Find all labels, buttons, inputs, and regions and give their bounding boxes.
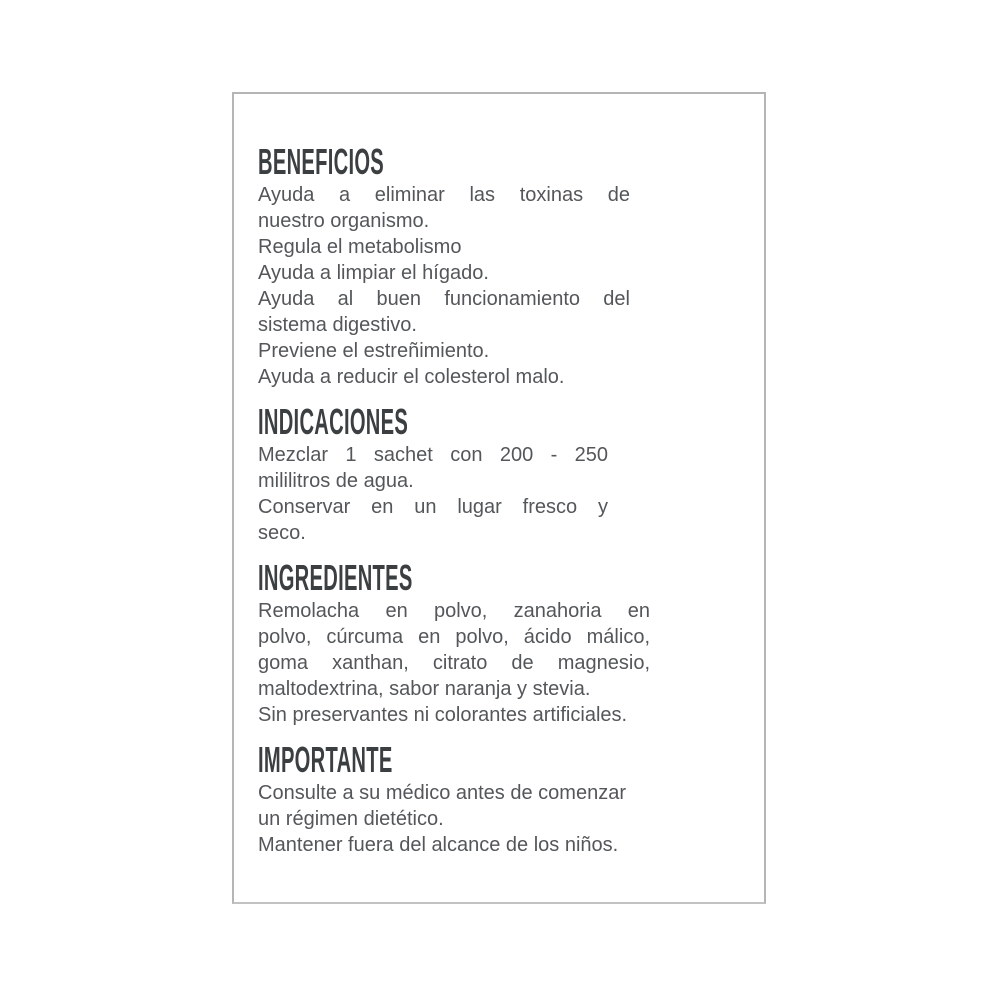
section-heading-text: INDICACIONES (258, 401, 409, 442)
label-line: seco. (258, 522, 306, 544)
label-line: Regula el metabolismo (258, 236, 462, 258)
section-heading-text: BENEFICIOS (258, 141, 385, 182)
label-line: sistema digestivo. (258, 314, 417, 336)
section-body-indicaciones (258, 442, 608, 546)
label-line: Previene el estreñimiento. (258, 340, 490, 362)
label-line: nuestro organismo. (258, 210, 430, 232)
label-line: maltodextrina, sabor naranja y stevia. (258, 678, 591, 700)
section-heading-text: INGREDIENTES (258, 557, 413, 598)
section-heading-ingredientes (258, 557, 764, 598)
section-heading-importante (258, 739, 764, 780)
label-line: goma xanthan, citrato de magnesio, (258, 652, 650, 674)
label-line: Ayuda a eliminar las toxinas de (258, 184, 630, 206)
section-heading-beneficios (258, 141, 764, 182)
section-body-importante (258, 780, 670, 858)
label-line: Mezclar 1 sachet con 200 - 250 (258, 444, 608, 466)
label-line: un régimen dietético. (258, 808, 444, 830)
label-line: Ayuda a limpiar el hígado. (258, 262, 489, 284)
label-line: Conservar en un lugar fresco y (258, 496, 608, 518)
section-ingredientes (258, 557, 764, 728)
section-importante (258, 739, 764, 858)
section-heading-indicaciones (258, 401, 764, 442)
product-label-card (232, 92, 766, 904)
label-line: Consulte a su médico antes de comenzar (258, 782, 626, 804)
section-body-ingredientes (258, 598, 650, 728)
label-line: Remolacha en polvo, zanahoria en (258, 600, 650, 622)
label-line: Sin preservantes ni colorantes artificiales. (258, 704, 628, 726)
label-line: Ayuda a reducir el colesterol malo. (258, 366, 565, 388)
label-line: polvo, cúrcuma en polvo, ácido málico, (258, 626, 650, 648)
label-line: Ayuda al buen funcionamiento del (258, 288, 630, 310)
section-indicaciones (258, 401, 764, 546)
section-beneficios (258, 141, 764, 390)
section-body-beneficios (258, 182, 630, 390)
section-heading-text: IMPORTANTE (258, 739, 393, 780)
label-line: mililitros de agua. (258, 470, 414, 492)
label-line: Mantener fuera del alcance de los niños. (258, 834, 619, 856)
